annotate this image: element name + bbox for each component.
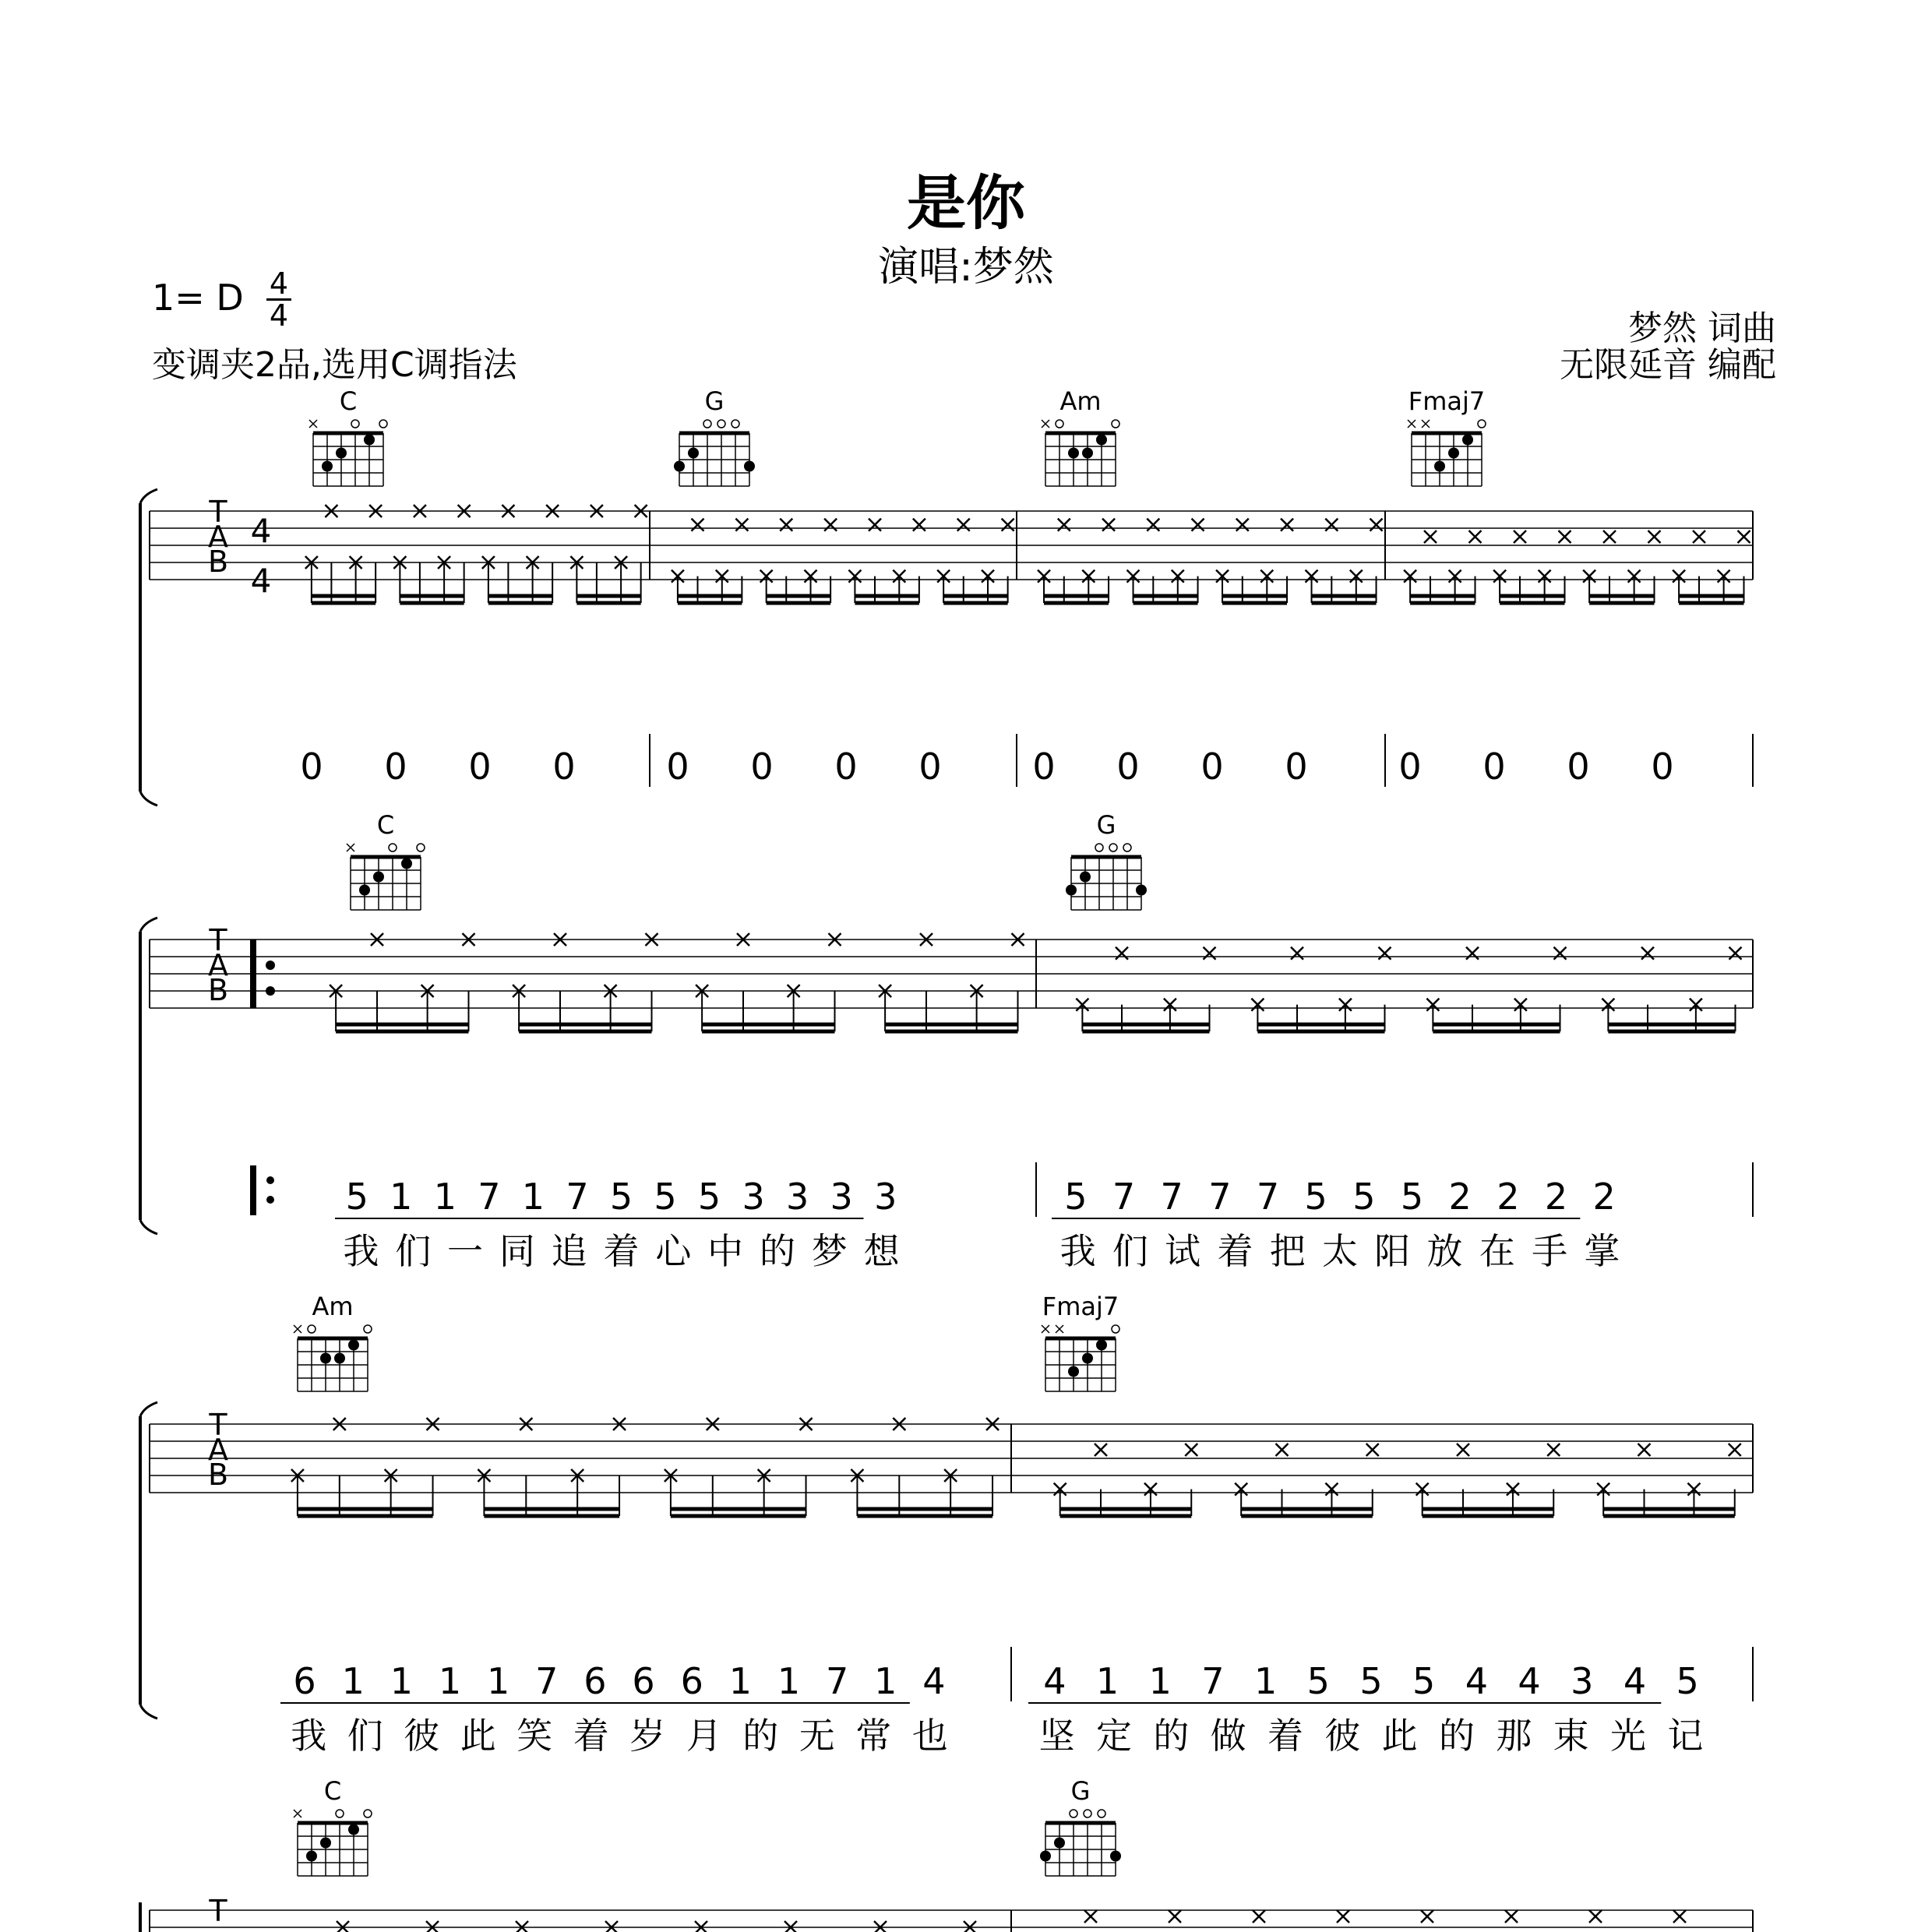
m1-lyric: 梦 bbox=[811, 1230, 848, 1272]
chord-finger-dot bbox=[674, 461, 685, 472]
m1-lyric: 我 bbox=[343, 1230, 379, 1272]
m2-note: 2 bbox=[1448, 1176, 1472, 1218]
m2-lyric: 着 bbox=[1217, 1230, 1253, 1272]
system-bracket bbox=[140, 1220, 157, 1234]
m2-lyric: 手 bbox=[1532, 1230, 1568, 1272]
m2-note: 2 bbox=[1497, 1176, 1520, 1218]
chord-name: G bbox=[704, 386, 724, 416]
repeat-dot bbox=[266, 1196, 274, 1204]
m3-note: 1 bbox=[874, 1660, 897, 1702]
m2-note: 7 bbox=[1112, 1176, 1136, 1218]
rhythm-zero: 0 bbox=[1482, 746, 1506, 788]
chord-open-mark bbox=[1112, 420, 1119, 428]
m3-note: 6 bbox=[680, 1660, 703, 1702]
time-sig-bottom: 4 bbox=[269, 298, 289, 333]
m4-lyric: 束 bbox=[1553, 1715, 1589, 1757]
m2-note: 7 bbox=[1208, 1176, 1232, 1218]
rhythm-zero: 0 bbox=[300, 746, 323, 788]
system-bracket bbox=[140, 918, 157, 932]
m1-note: 7 bbox=[478, 1176, 501, 1218]
chord-finger-dot bbox=[322, 461, 333, 472]
m4-note: 5 bbox=[1306, 1660, 1330, 1702]
lyricist-credit: 梦然 词曲 bbox=[1628, 308, 1776, 348]
chord-finger-dot bbox=[1082, 1353, 1093, 1364]
chord-finger-dot bbox=[1066, 885, 1077, 896]
m4-note: 3 bbox=[1571, 1660, 1594, 1702]
chord-name: G bbox=[1070, 1776, 1091, 1806]
key-label: 1= D bbox=[152, 277, 244, 319]
m3-note: 1 bbox=[487, 1660, 510, 1702]
chord-open-mark bbox=[351, 420, 359, 428]
m3-lyric: 的 bbox=[742, 1715, 779, 1757]
m3-note: 1 bbox=[341, 1660, 365, 1702]
m3-note: 6 bbox=[293, 1660, 316, 1702]
m4-note: 4 bbox=[1465, 1660, 1489, 1702]
chord-finger-dot bbox=[1462, 435, 1473, 446]
m4-note: 5 bbox=[1359, 1660, 1383, 1702]
m4-lyric: 的 bbox=[1439, 1715, 1475, 1757]
m1-lyric: 中 bbox=[707, 1230, 744, 1272]
m1-note: 1 bbox=[390, 1176, 413, 1218]
time-sig-top: 4 bbox=[269, 266, 289, 301]
m2-note: 7 bbox=[1256, 1176, 1280, 1218]
chord-finger-dot bbox=[306, 1851, 317, 1862]
rhythm-zero: 0 bbox=[1116, 746, 1140, 788]
tab-clef-letter: A bbox=[208, 948, 228, 982]
m1-note: 7 bbox=[566, 1176, 589, 1218]
m2-lyric: 把 bbox=[1269, 1230, 1306, 1272]
chord-finger-dot bbox=[1448, 448, 1459, 459]
repeat-dot bbox=[266, 1176, 274, 1184]
m4-lyric: 坚 bbox=[1038, 1715, 1075, 1757]
chord-finger-dot bbox=[359, 885, 370, 896]
tab-clef-letter: A bbox=[208, 520, 228, 554]
m4-lyric: 此 bbox=[1381, 1715, 1418, 1757]
chord-finger-dot bbox=[1096, 435, 1107, 446]
m3-note: 1 bbox=[438, 1660, 462, 1702]
chord-finger-dot bbox=[334, 1353, 345, 1364]
chord-open-mark bbox=[364, 1325, 372, 1333]
m4-note: 7 bbox=[1201, 1660, 1225, 1702]
m1-lyric: 追 bbox=[551, 1230, 587, 1272]
chord-open-mark bbox=[389, 844, 397, 851]
chord-finger-dot bbox=[1040, 1851, 1051, 1862]
m3-lyric: 彼 bbox=[404, 1715, 440, 1757]
song-title: 是你 bbox=[907, 168, 1025, 238]
tab-clef-letter: T bbox=[209, 1408, 227, 1442]
chord-open-mark bbox=[703, 420, 711, 428]
m3-note: 1 bbox=[390, 1660, 413, 1702]
rhythm-zero: 0 bbox=[1285, 746, 1308, 788]
repeat-dot bbox=[266, 986, 275, 996]
m1-note: 3 bbox=[786, 1176, 809, 1218]
m4-note: 4 bbox=[1623, 1660, 1647, 1702]
m4-note: 4 bbox=[1518, 1660, 1541, 1702]
chord-name: Am bbox=[1059, 386, 1102, 416]
chord-finger-dot bbox=[1096, 1340, 1107, 1351]
chord-open-mark bbox=[1095, 844, 1103, 851]
chord-open-mark bbox=[717, 420, 725, 428]
tab-clef-letter: T bbox=[209, 495, 227, 529]
chord-open-mark bbox=[364, 1810, 372, 1817]
chord-finger-dot bbox=[688, 448, 699, 459]
chord-name: C bbox=[376, 810, 395, 840]
m1-lyric: 同 bbox=[499, 1230, 535, 1272]
system-bracket bbox=[140, 1402, 157, 1416]
m2-note: 5 bbox=[1400, 1176, 1424, 1218]
m2-lyric: 们 bbox=[1112, 1230, 1148, 1272]
m1-note: 3 bbox=[830, 1176, 853, 1218]
chord-finger-dot bbox=[1434, 461, 1445, 472]
rhythm-zero: 0 bbox=[468, 746, 492, 788]
system-bracket bbox=[140, 1705, 157, 1719]
m1-lyric: 一 bbox=[447, 1230, 484, 1272]
chord-name: G bbox=[1096, 810, 1116, 840]
m3-note: 7 bbox=[535, 1660, 559, 1702]
m3-lyric: 此 bbox=[460, 1715, 496, 1757]
m4-lyric: 着 bbox=[1267, 1715, 1303, 1757]
tab-clef-letter: B bbox=[207, 545, 229, 579]
m2-lyric: 掌 bbox=[1584, 1230, 1620, 1272]
m4-lyric: 的 bbox=[1153, 1715, 1190, 1757]
rhythm-zero: 0 bbox=[918, 746, 942, 788]
m4-lyric: 那 bbox=[1496, 1715, 1532, 1757]
chord-open-mark bbox=[1084, 1810, 1091, 1817]
m1-lyric: 心 bbox=[655, 1230, 692, 1272]
m3-note: 4 bbox=[922, 1660, 946, 1702]
chord-finger-dot bbox=[320, 1838, 331, 1849]
singer-credit: 演唱:梦然 bbox=[878, 244, 1054, 291]
m2-note: 5 bbox=[1064, 1176, 1088, 1218]
m3-lyric: 笑 bbox=[516, 1715, 553, 1757]
m1-note: 5 bbox=[697, 1176, 721, 1218]
m4-lyric: 记 bbox=[1667, 1715, 1704, 1757]
rhythm-zero: 0 bbox=[384, 746, 407, 788]
chord-open-mark bbox=[308, 1325, 316, 1333]
chord-name: Fmaj7 bbox=[1408, 386, 1486, 416]
chord-finger-dot bbox=[336, 448, 347, 459]
m3-lyric: 着 bbox=[573, 1715, 609, 1757]
m3-note: 7 bbox=[826, 1660, 849, 1702]
m1-note: 1 bbox=[433, 1176, 457, 1218]
m4-lyric: 光 bbox=[1610, 1715, 1646, 1757]
m3-lyric: 们 bbox=[347, 1715, 383, 1757]
chord-finger-dot bbox=[348, 1824, 359, 1835]
chord-finger-dot bbox=[744, 461, 755, 472]
repeat-dot bbox=[266, 961, 275, 970]
chord-name: Fmaj7 bbox=[1042, 1292, 1119, 1321]
chord-open-mark bbox=[1056, 420, 1063, 428]
m2-note: 7 bbox=[1160, 1176, 1183, 1218]
m3-lyric: 岁 bbox=[629, 1715, 666, 1757]
m3-lyric: 常 bbox=[855, 1715, 892, 1757]
chord-open-mark bbox=[1112, 1325, 1119, 1333]
m3-lyric: 我 bbox=[291, 1715, 327, 1757]
tab-time-sig: 4 bbox=[250, 562, 272, 600]
rhythm-zero: 0 bbox=[1200, 746, 1224, 788]
m4-lyric: 定 bbox=[1096, 1715, 1132, 1757]
tab-clef-letter: B bbox=[207, 1458, 229, 1492]
arranger-credit: 无限延音 编配 bbox=[1560, 345, 1776, 385]
rhythm-zero: 0 bbox=[750, 746, 774, 788]
m2-note: 2 bbox=[1544, 1176, 1568, 1218]
m4-lyric: 彼 bbox=[1324, 1715, 1361, 1757]
chord-name: C bbox=[339, 386, 358, 416]
m1-lyric: 的 bbox=[759, 1230, 795, 1272]
m2-lyric: 试 bbox=[1165, 1230, 1201, 1272]
m4-note: 1 bbox=[1253, 1660, 1278, 1702]
m1-lyric: 们 bbox=[395, 1230, 432, 1272]
tab-clef-letter: T bbox=[209, 1894, 227, 1928]
rhythm-zero: 0 bbox=[1651, 746, 1674, 788]
chord-finger-dot bbox=[1068, 1366, 1079, 1377]
chord-finger-dot bbox=[1110, 1851, 1121, 1862]
m2-lyric: 在 bbox=[1479, 1230, 1515, 1272]
m3-lyric: 也 bbox=[911, 1715, 948, 1757]
chord-name: Am bbox=[312, 1292, 354, 1321]
rhythm-zero: 0 bbox=[666, 746, 689, 788]
m4-lyric: 做 bbox=[1210, 1715, 1246, 1757]
m4-note: 1 bbox=[1148, 1660, 1172, 1702]
m1-note: 5 bbox=[609, 1176, 633, 1218]
m2-lyric: 太 bbox=[1322, 1230, 1358, 1272]
rhythm-zero: 0 bbox=[552, 746, 576, 788]
m4-note: 1 bbox=[1095, 1660, 1119, 1702]
m3-lyric: 月 bbox=[686, 1715, 722, 1757]
chord-name: C bbox=[323, 1776, 342, 1806]
tab-time-sig: 4 bbox=[250, 512, 272, 550]
chord-finger-dot bbox=[1068, 448, 1079, 459]
chord-finger-dot bbox=[1080, 872, 1091, 883]
capo-note: 变调夹2品,选用C调指法 bbox=[152, 345, 517, 385]
m4-note: 5 bbox=[1412, 1660, 1436, 1702]
m3-note: 6 bbox=[632, 1660, 655, 1702]
m2-lyric: 放 bbox=[1426, 1230, 1463, 1272]
m3-note: 6 bbox=[583, 1660, 607, 1702]
chord-finger-dot bbox=[373, 872, 384, 883]
chord-finger-dot bbox=[364, 435, 375, 446]
chord-finger-dot bbox=[348, 1340, 359, 1351]
rhythm-zero: 0 bbox=[834, 746, 858, 788]
m2-note: 5 bbox=[1304, 1176, 1327, 1218]
chord-finger-dot bbox=[1136, 885, 1147, 896]
m2-note: 5 bbox=[1352, 1176, 1376, 1218]
chord-finger-dot bbox=[320, 1353, 331, 1364]
system-bracket bbox=[140, 791, 157, 806]
m1-note: 1 bbox=[521, 1176, 545, 1218]
system-bracket bbox=[140, 489, 157, 503]
tab-clef-letter: B bbox=[207, 973, 229, 1007]
rhythm-zero: 0 bbox=[1032, 746, 1056, 788]
m4-note: 5 bbox=[1676, 1660, 1699, 1702]
m1-lyric: 想 bbox=[863, 1230, 900, 1272]
chord-open-mark bbox=[1098, 1810, 1105, 1817]
chord-open-mark bbox=[1478, 420, 1486, 428]
m2-note: 2 bbox=[1592, 1176, 1616, 1218]
chord-open-mark bbox=[1123, 844, 1131, 851]
m3-note: 1 bbox=[728, 1660, 752, 1702]
chord-open-mark bbox=[1109, 844, 1117, 851]
chord-open-mark bbox=[1070, 1810, 1077, 1817]
chord-finger-dot bbox=[1054, 1838, 1065, 1849]
chord-finger-dot bbox=[1082, 448, 1093, 459]
chord-finger-dot bbox=[401, 858, 412, 869]
m1-note: 3 bbox=[874, 1176, 897, 1218]
m1-note: 5 bbox=[345, 1176, 368, 1218]
rhythm-zero: 0 bbox=[1398, 746, 1422, 788]
m3-note: 1 bbox=[777, 1660, 801, 1702]
m3-lyric: 无 bbox=[799, 1715, 835, 1757]
m4-note: 4 bbox=[1043, 1660, 1066, 1702]
m2-lyric: 阳 bbox=[1374, 1230, 1411, 1272]
chord-open-mark bbox=[732, 420, 739, 428]
chord-open-mark bbox=[379, 420, 387, 428]
m1-note: 3 bbox=[742, 1176, 765, 1218]
m1-note: 5 bbox=[654, 1176, 677, 1218]
rhythm-zero: 0 bbox=[1567, 746, 1590, 788]
tab-clef-letter: A bbox=[208, 1433, 228, 1467]
chord-open-mark bbox=[417, 844, 425, 851]
tab-clef-letter: T bbox=[209, 923, 227, 957]
m1-lyric: 着 bbox=[603, 1230, 640, 1272]
m2-lyric: 我 bbox=[1059, 1230, 1096, 1272]
chord-open-mark bbox=[336, 1810, 344, 1817]
